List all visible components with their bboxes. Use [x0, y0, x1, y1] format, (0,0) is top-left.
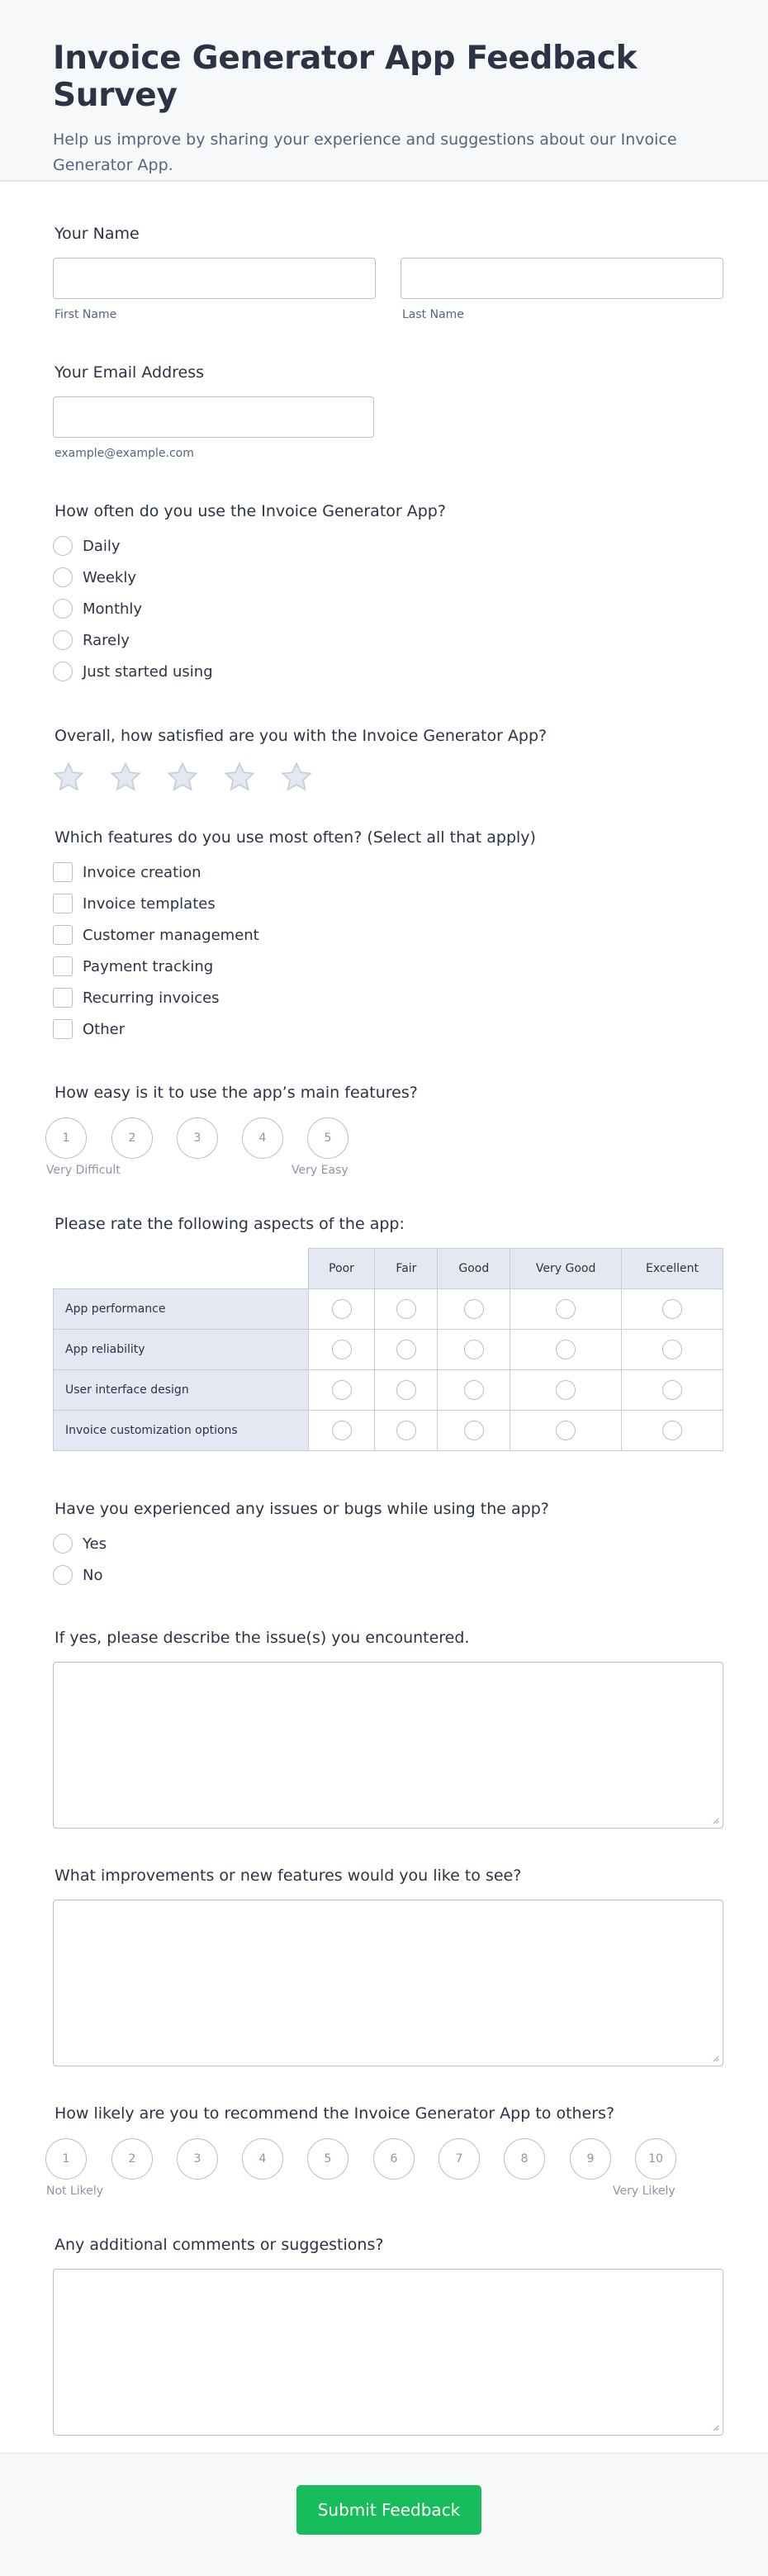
matrix-radio[interactable]	[396, 1299, 416, 1319]
recommend-option-7[interactable]: 7	[439, 2138, 480, 2180]
last-name-input[interactable]	[401, 258, 723, 299]
features-label: Which features do you use most often? (Select all that apply)	[55, 828, 536, 847]
matrix-radio[interactable]	[332, 1421, 352, 1440]
matrix-header-row	[54, 1249, 723, 1289]
aspects-label: Please rate the following aspects of the app:	[55, 1215, 405, 1233]
star-icon-2[interactable]	[108, 760, 143, 795]
radio-button[interactable]	[53, 1534, 73, 1554]
star-rating	[51, 760, 332, 796]
recommend-low-label: Not Likely	[46, 2185, 104, 2198]
form-footer	[0, 2453, 768, 2576]
matrix-radio[interactable]	[464, 1380, 484, 1400]
recommend-option-3[interactable]: 3	[177, 2138, 218, 2180]
radio-button[interactable]	[53, 662, 73, 681]
matrix-row-label: User interface design	[54, 1370, 309, 1411]
checkbox[interactable]	[53, 894, 73, 913]
comments-label: Any additional comments or suggestions?	[55, 2236, 384, 2254]
matrix-col-poor: Poor	[308, 1249, 375, 1289]
recommend-option-2[interactable]: 2	[111, 2138, 153, 2180]
feature-option-recurring-invoices[interactable]	[53, 987, 220, 1008]
issue-desc-textarea[interactable]	[53, 1662, 723, 1829]
improvements-textarea[interactable]	[53, 1900, 723, 2066]
aspects-matrix	[53, 1248, 723, 1451]
matrix-col-good: Good	[438, 1249, 510, 1289]
radio-button[interactable]	[53, 599, 73, 619]
issues-option-yes[interactable]	[53, 1533, 107, 1554]
ease-high-label: Very Easy	[292, 1164, 348, 1177]
matrix-radio[interactable]	[662, 1299, 682, 1319]
radio-button[interactable]	[53, 630, 73, 650]
matrix-row-customization	[54, 1411, 723, 1451]
star-icon-4[interactable]	[222, 760, 257, 795]
issues-option-no[interactable]	[53, 1564, 102, 1586]
matrix-radio[interactable]	[556, 1299, 576, 1319]
form-title: Invoice Generator App Feedback Survey	[53, 40, 638, 114]
feature-option-other[interactable]	[53, 1018, 125, 1040]
resize-grip-icon[interactable]	[711, 1816, 719, 1824]
matrix-radio[interactable]	[396, 1421, 416, 1440]
ease-option-4[interactable]: 4	[242, 1117, 283, 1159]
recommend-option-1[interactable]: 1	[45, 2138, 87, 2180]
satisfaction-label: Overall, how satisfied are you with the Invoice Generator App?	[55, 727, 548, 745]
email-sublabel: example@example.com	[55, 447, 194, 460]
option-label: Monthly	[83, 600, 143, 618]
feature-option-customer-management[interactable]	[53, 924, 259, 946]
feature-option-invoice-templates[interactable]	[53, 893, 216, 914]
frequency-option-weekly[interactable]	[53, 567, 136, 588]
option-label: Payment tracking	[83, 957, 214, 975]
recommend-high-label: Very Likely	[613, 2185, 676, 2198]
matrix-col-excellent: Excellent	[622, 1249, 723, 1289]
star-icon-3[interactable]	[165, 760, 200, 795]
checkbox[interactable]	[53, 925, 73, 945]
option-label: Yes	[83, 1535, 107, 1553]
radio-button[interactable]	[53, 536, 73, 556]
matrix-row-ui-design	[54, 1370, 723, 1411]
option-label: No	[83, 1566, 103, 1584]
email-input[interactable]	[53, 396, 374, 438]
feature-option-payment-tracking[interactable]	[53, 956, 213, 977]
resize-grip-icon[interactable]	[711, 2423, 719, 2431]
option-label: Invoice creation	[83, 863, 201, 881]
frequency-option-just-started[interactable]	[53, 661, 213, 682]
ease-option-1[interactable]: 1	[45, 1117, 87, 1159]
recommend-option-9[interactable]: 9	[570, 2138, 611, 2180]
recommend-option-6[interactable]: 6	[373, 2138, 415, 2180]
first-name-input[interactable]	[53, 258, 376, 299]
comments-textarea[interactable]	[53, 2269, 723, 2436]
issue-desc-label: If yes, please describe the issue(s) you encountered.	[55, 1629, 470, 1647]
form-subtitle: Help us improve by sharing your experience and suggestions about our Invoice Generator App.	[53, 130, 677, 174]
matrix-col-very-good: Very Good	[510, 1249, 622, 1289]
frequency-option-rarely[interactable]	[53, 629, 130, 651]
recommend-label: How likely are you to recommend the Invoice Generator App to others?	[55, 2104, 615, 2123]
option-label: Weekly	[83, 568, 136, 586]
matrix-radio[interactable]	[332, 1340, 352, 1359]
matrix-row-label: App performance	[54, 1289, 309, 1330]
matrix-radio[interactable]	[662, 1340, 682, 1359]
option-label: Invoice templates	[83, 894, 216, 913]
first-name-sublabel: First Name	[55, 308, 117, 321]
option-label: Rarely	[83, 631, 130, 649]
checkbox[interactable]	[53, 988, 73, 1008]
checkbox[interactable]	[53, 1019, 73, 1039]
ease-low-label: Very Difficult	[46, 1164, 121, 1177]
matrix-row-label: App reliability	[54, 1330, 309, 1370]
recommend-option-10[interactable]: 10	[635, 2138, 676, 2180]
matrix-radio[interactable]	[396, 1340, 416, 1359]
matrix-row-label: Invoice customization options	[54, 1411, 309, 1451]
star-icon-1[interactable]	[51, 760, 86, 795]
checkbox[interactable]	[53, 956, 73, 976]
matrix-row-reliability	[54, 1330, 723, 1370]
matrix-radio[interactable]	[662, 1421, 682, 1440]
radio-button[interactable]	[53, 1565, 73, 1585]
frequency-option-daily[interactable]	[53, 535, 121, 557]
ease-label: How easy is it to use the app’s main features?	[55, 1084, 418, 1102]
ease-option-2[interactable]: 2	[111, 1117, 153, 1159]
issues-label: Have you experienced any issues or bugs while using the app?	[55, 1500, 549, 1518]
matrix-radio[interactable]	[556, 1340, 576, 1359]
matrix-radio[interactable]	[662, 1380, 682, 1400]
frequency-option-monthly[interactable]	[53, 598, 142, 619]
recommend-option-4[interactable]: 4	[242, 2138, 283, 2180]
ease-option-5[interactable]: 5	[307, 1117, 348, 1159]
matrix-radio[interactable]	[332, 1299, 352, 1319]
matrix-radio[interactable]	[556, 1421, 576, 1440]
frequency-label: How often do you use the Invoice Generator App?	[55, 502, 446, 520]
improvements-label: What improvements or new features would you like to see?	[55, 1867, 522, 1885]
matrix-radio[interactable]	[464, 1299, 484, 1319]
option-label: Daily	[83, 537, 121, 555]
option-label: Customer management	[83, 926, 259, 944]
option-label: Just started using	[83, 662, 213, 681]
matrix-radio[interactable]	[556, 1380, 576, 1400]
feature-option-invoice-creation[interactable]	[53, 861, 201, 883]
submit-button[interactable]: Submit Feedback	[296, 2485, 481, 2535]
ease-option-3[interactable]: 3	[177, 1117, 218, 1159]
star-icon-5[interactable]	[279, 760, 314, 795]
matrix-radio[interactable]	[464, 1340, 484, 1359]
last-name-sublabel: Last Name	[402, 308, 464, 321]
form-header	[0, 0, 768, 182]
option-label: Other	[83, 1020, 126, 1038]
resize-grip-icon[interactable]	[711, 2054, 719, 2062]
matrix-radio[interactable]	[464, 1421, 484, 1440]
matrix-radio[interactable]	[396, 1380, 416, 1400]
radio-button[interactable]	[53, 567, 73, 587]
option-label: Recurring invoices	[83, 989, 220, 1007]
recommend-option-5[interactable]: 5	[307, 2138, 348, 2180]
email-label: Your Email Address	[55, 363, 205, 382]
matrix-corner	[54, 1249, 309, 1289]
matrix-col-fair: Fair	[375, 1249, 438, 1289]
name-label: Your Name	[55, 225, 140, 243]
matrix-radio[interactable]	[332, 1380, 352, 1400]
matrix-row-performance	[54, 1289, 723, 1330]
recommend-option-8[interactable]: 8	[504, 2138, 545, 2180]
checkbox[interactable]	[53, 862, 73, 882]
